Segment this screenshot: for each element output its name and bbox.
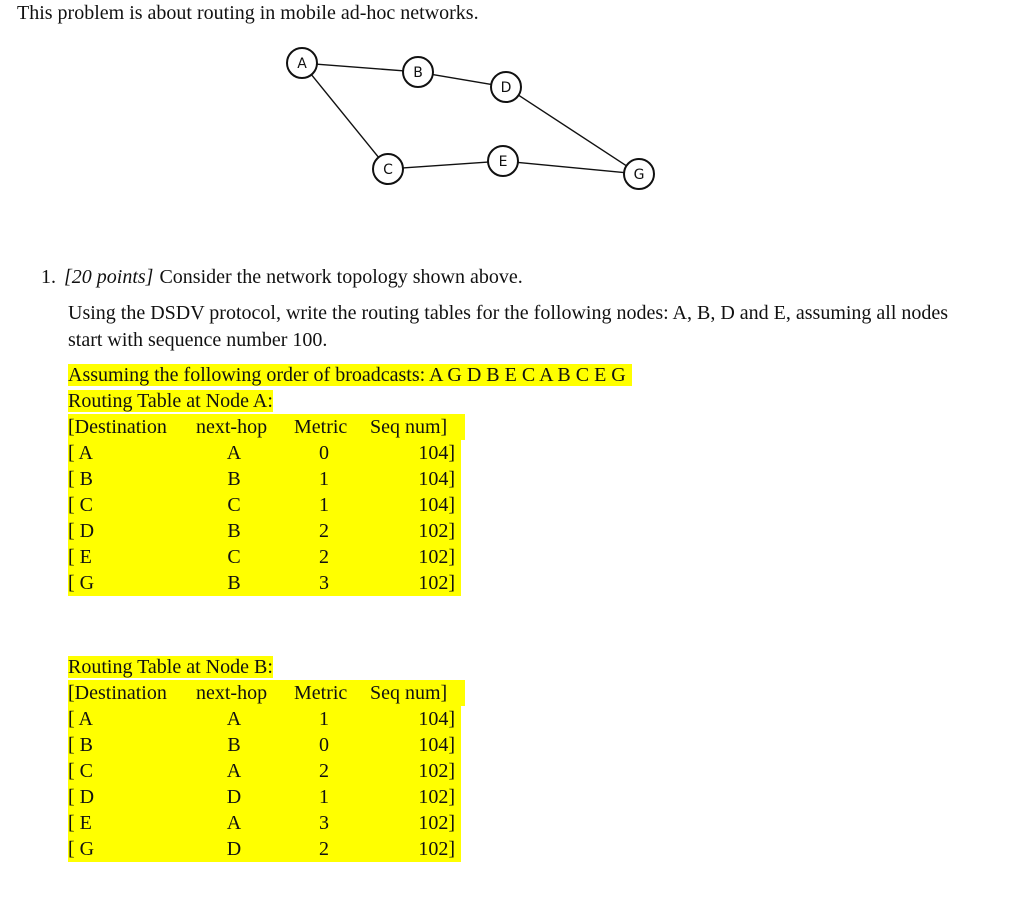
cell-metric: 2	[319, 546, 329, 568]
table-row	[68, 784, 461, 810]
cell-destination: [ E	[68, 812, 92, 834]
cell-next-hop: C	[227, 546, 241, 568]
cell-destination: [ G	[68, 572, 95, 594]
cell-destination: [ A	[68, 708, 93, 730]
cell-next-hop: B	[227, 734, 241, 756]
cell-metric: 2	[319, 520, 329, 542]
edge-b-d	[433, 75, 491, 85]
cell-metric: 3	[319, 812, 329, 834]
header-destination: [Destination	[68, 682, 167, 704]
header-metric: Metric	[294, 682, 348, 704]
table-a-title-text: Routing Table at Node A:	[68, 390, 273, 412]
table-a-title	[68, 388, 273, 414]
cell-destination: [ G	[68, 838, 95, 860]
cell-next-hop: B	[227, 468, 241, 490]
cell-metric: 1	[319, 494, 329, 516]
edge-a-b	[317, 64, 403, 71]
cell-metric: 2	[319, 760, 329, 782]
cell-seq-num: 102]	[418, 546, 455, 568]
cell-seq-num: 104]	[418, 708, 455, 730]
node-e	[488, 146, 518, 176]
table-header	[68, 414, 465, 440]
table-row	[68, 440, 461, 466]
cell-metric: 0	[319, 442, 329, 464]
cell-next-hop: A	[226, 708, 242, 730]
cell-next-hop: A	[226, 442, 242, 464]
cell-metric: 0	[319, 734, 329, 756]
header-next-hop: next-hop	[196, 682, 268, 704]
edge-e-g	[518, 162, 624, 172]
cell-destination: [ B	[68, 734, 93, 756]
cell-metric: 2	[319, 838, 329, 860]
node-g	[624, 159, 654, 189]
edge-a-c	[311, 75, 378, 158]
header-seq-num: Seq num]	[370, 682, 448, 704]
cell-next-hop: A	[226, 812, 242, 834]
table-row	[68, 466, 461, 492]
intro-text: This problem is about routing in mobile ad-hoc networks.	[17, 2, 479, 24]
cell-seq-num: 104]	[418, 734, 455, 756]
header-metric: Metric	[294, 416, 348, 438]
node-label: D	[500, 80, 512, 96]
broadcast-order-text: Assuming the following order of broadcasts: A G D B E C A B C E G	[68, 364, 632, 386]
edge-d-g	[519, 95, 627, 166]
table-row	[68, 492, 461, 518]
broadcast-order	[68, 362, 632, 388]
node-b	[403, 57, 433, 87]
node-label: C	[383, 162, 393, 178]
node-c	[373, 154, 403, 184]
node-a	[287, 48, 317, 78]
question-title: Consider the network topology shown above.	[159, 266, 523, 288]
cell-metric: 1	[319, 708, 329, 730]
table-row	[68, 570, 461, 596]
node-label: B	[413, 65, 423, 81]
edge-c-e	[403, 162, 488, 168]
cell-metric: 1	[319, 786, 329, 808]
cell-seq-num: 102]	[418, 520, 455, 542]
network-topology-diagram	[0, 0, 1024, 230]
cell-next-hop: B	[227, 572, 241, 594]
cell-destination: [ C	[68, 494, 93, 516]
node-d	[491, 72, 521, 102]
header-seq-num: Seq num]	[370, 416, 448, 438]
table-row	[68, 706, 461, 732]
table-row	[68, 836, 461, 862]
table-row	[68, 732, 461, 758]
cell-next-hop: D	[226, 786, 242, 808]
cell-destination: [ C	[68, 760, 93, 782]
cell-destination: [ E	[68, 546, 92, 568]
table-row	[68, 518, 461, 544]
cell-seq-num: 102]	[418, 786, 455, 808]
table-b-title	[68, 654, 273, 680]
cell-seq-num: 102]	[418, 838, 455, 860]
table-row	[68, 544, 461, 570]
routing-table-node-a	[68, 414, 461, 596]
cell-next-hop: C	[227, 494, 241, 516]
cell-next-hop: B	[227, 520, 241, 542]
node-label: E	[498, 154, 508, 170]
cell-seq-num: 104]	[418, 468, 455, 490]
cell-next-hop: D	[226, 838, 242, 860]
question-points: [20 points]	[64, 266, 154, 288]
question-number: 1.	[41, 266, 56, 288]
cell-next-hop: A	[226, 760, 242, 782]
cell-seq-num: 102]	[418, 812, 455, 834]
table-header	[68, 680, 465, 706]
cell-destination: [ D	[68, 786, 95, 808]
cell-destination: [ B	[68, 468, 93, 490]
cell-destination: [ A	[68, 442, 93, 464]
cell-seq-num: 104]	[418, 442, 455, 464]
table-row	[68, 810, 461, 836]
question-paragraph: Using the DSDV protocol, write the routing tables for the following nodes: A, B, D and E, assuming all nodes start with sequence number 100.	[68, 302, 949, 351]
header-next-hop: next-hop	[196, 416, 268, 438]
node-label: G	[633, 167, 645, 183]
table-b-title-text: Routing Table at Node B:	[68, 656, 273, 678]
cell-seq-num: 104]	[418, 494, 455, 516]
cell-seq-num: 102]	[418, 572, 455, 594]
routing-table-node-b	[68, 680, 461, 862]
node-label: A	[297, 56, 307, 72]
question-heading	[41, 264, 523, 290]
header-destination: [Destination	[68, 416, 167, 438]
cell-destination: [ D	[68, 520, 95, 542]
cell-metric: 1	[319, 468, 329, 490]
cell-seq-num: 102]	[418, 760, 455, 782]
table-row	[68, 758, 461, 784]
cell-metric: 3	[319, 572, 329, 594]
